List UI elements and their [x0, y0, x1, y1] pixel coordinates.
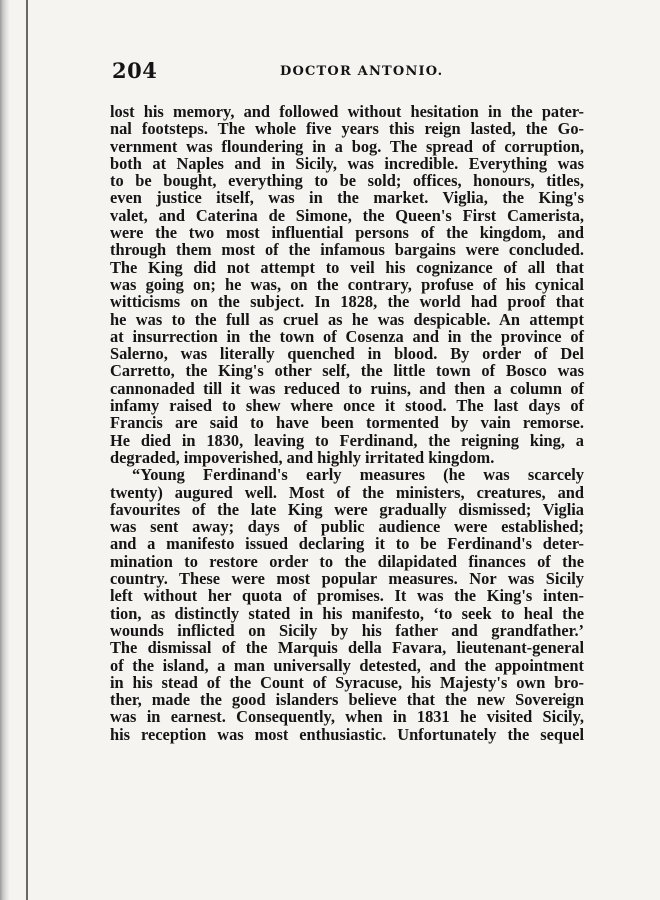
text-line: mination to restore order to the dilapidated finances of the [110, 551, 584, 571]
binding-gutter-line [26, 0, 28, 900]
text-line: favourites of the late King were gradually dismissed; Viglia [110, 499, 584, 519]
text-line: witticisms on the subject. In 1828, the world had proof that [110, 292, 584, 312]
text-line: vernment was floundering in a bog. The spread of corruption, [110, 136, 584, 156]
text-line: was going on; he was, on the contrary, profuse of his cynical [110, 274, 584, 294]
page-header [112, 58, 590, 84]
text-line: lost his memory, and followed without hesitation in the pater- [110, 102, 584, 121]
text-line: to be bought, everything to be sold; offices, honours, titles, [110, 171, 584, 191]
text-line: his reception was most enthusiastic. Unfortunately the sequel [110, 724, 584, 744]
text-line: he was to the full as cruel as he was despicable. An attempt [110, 309, 584, 329]
text-line: The dismissal of the Marquis della Favara, lieutenant-general [110, 638, 584, 658]
text-line: ther, made the good islanders believe that the new Sovereign [110, 690, 584, 710]
page-left-edge-shadow [0, 0, 10, 900]
text-line: even justice itself, was in the market. Viglia, the King's [110, 188, 584, 208]
text-line: Salerno, was literally quenched in blood. By order of Del [110, 344, 584, 364]
text-line: at insurrection in the town of Cosenza and in the province of [110, 326, 584, 346]
text-line: wounds inflicted on Sicily by his father and grandfather.’ [110, 620, 584, 640]
paragraph-start-line: “Young Ferdinand's early measures (he was scarcely [132, 465, 584, 485]
page-number: 204 [112, 58, 158, 83]
text-line: through them most of the infamous bargains were concluded. [110, 240, 584, 260]
text-line: infamy raised to shew where once it stood. The last days of [110, 396, 584, 416]
running-head: DOCTOR ANTONIO. [280, 64, 444, 79]
text-line: cannonaded till it was reduced to ruins, and then a column of [110, 378, 584, 398]
text-line: nal footsteps. The whole five years this reign lasted, the Go- [110, 119, 584, 139]
text-line: He died in 1830, leaving to Ferdinand, the reigning king, a [110, 430, 584, 450]
text-line: The King did not attempt to veil his cognizance of all that [110, 257, 584, 277]
text-line: were the two most influential persons of the kingdom, and [110, 223, 584, 243]
text-line: was in earnest. Consequently, when in 1831 he visited Sicily, [110, 707, 584, 727]
body-text [110, 103, 584, 743]
text-line: country. These were most popular measures. Nor was Sicily [110, 569, 584, 589]
text-line: Carretto, the King's other self, the little town of Bosco was [110, 361, 584, 381]
text-line: tion, as distinctly stated in his manifesto, ‘to seek to heal the [110, 603, 584, 623]
text-line: and a manifesto issued declaring it to be Ferdinand's deter- [110, 534, 584, 554]
text-line: of the island, a man universally detested, and the appointment [110, 655, 584, 675]
text-line: was sent away; days of public audience were established; [110, 517, 584, 537]
text-line: both at Naples and in Sicily, was incredible. Everything was [110, 153, 584, 173]
text-line: left without her quota of promises. It was the King's inten- [110, 586, 584, 606]
text-line: Francis are said to have been tormented by vain remorse. [110, 413, 584, 433]
text-line: valet, and Caterina de Simone, the Queen's First Camerista, [110, 205, 584, 225]
paragraph-end-line: degraded, impoverished, and highly irritated kingdom. [110, 447, 495, 467]
text-line: in his stead of the Count of Syracuse, his Majesty's own bro- [110, 672, 584, 692]
text-line: twenty) augured well. Most of the ministers, creatures, and [110, 482, 584, 502]
